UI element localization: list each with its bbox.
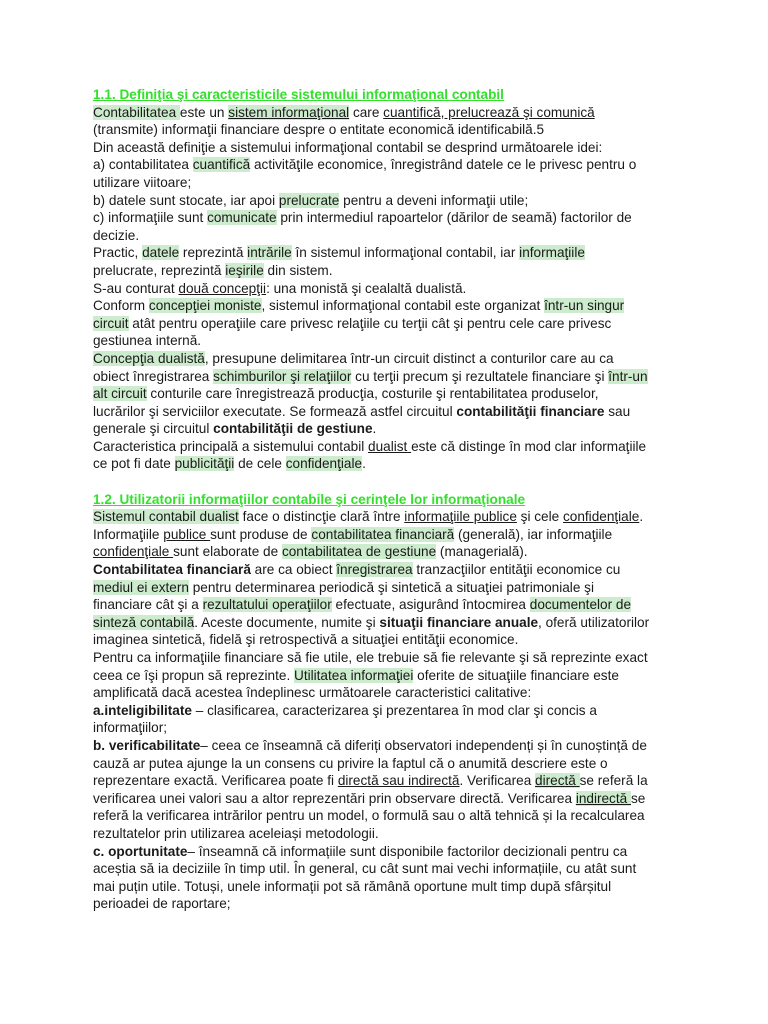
- highlighted-text: indirectă: [575, 790, 631, 806]
- text-segment: de cele: [234, 456, 286, 472]
- text-segment: – clasificarea, caracterizarea şi prezentarea în mod clar şi concis a: [191, 702, 597, 718]
- text-line: [93, 280, 683, 298]
- section-gap: [93, 473, 683, 491]
- text-line: [93, 579, 683, 597]
- bold-text: Contabilitatea financiară: [93, 562, 251, 578]
- text-line: [93, 156, 683, 174]
- highlighted-text: ieşirile: [225, 262, 264, 278]
- highlighted-text: sinteză contabilă: [93, 614, 195, 630]
- text-segment: : una monistă şi cealaltă dualistă.: [266, 280, 467, 296]
- document-page: [93, 86, 683, 913]
- section-1-body: [93, 104, 683, 473]
- text-segment: (generală), iar informaţiile: [454, 526, 613, 542]
- text-line: [93, 192, 683, 210]
- text-segment: reprezentare exactă. Verificarea poate fi: [93, 773, 338, 789]
- text-segment: imaginea sintetică, fidelă şi retrospectivă a situaţiei entităţii economice.: [93, 632, 519, 648]
- text-line: [93, 262, 683, 280]
- text-segment: activităţile economice, înregistrând datele ce le privesc pentru o: [250, 157, 637, 173]
- highlighted-text: rezultatului operaţiilor: [202, 597, 332, 613]
- section-2-heading: 1.2. Utilizatorii informaţiilor contabile şi cerinţele lor informaţionale: [93, 491, 526, 507]
- text-line: [93, 297, 683, 315]
- text-segment: rezultatelor prin utilizarea aceleiași metodologii.: [93, 825, 379, 841]
- text-segment: este un: [179, 104, 229, 120]
- text-segment: ceea ce îşi propun să reprezinte.: [93, 667, 294, 683]
- text-segment: sau: [604, 403, 631, 419]
- text-segment: utilizare viitoare;: [93, 174, 192, 190]
- highlighted-text: Concepţia dualistă: [93, 350, 205, 366]
- text-segment: cu terţii precum şi rezultatele financiare şi: [351, 368, 609, 384]
- text-segment: şi cele: [516, 509, 563, 525]
- text-segment: S-au conturat: [93, 280, 179, 296]
- text-segment: .: [362, 456, 366, 472]
- text-line: [93, 104, 683, 122]
- text-line: [93, 684, 683, 702]
- underlined-text: informaţiile publice: [404, 509, 517, 525]
- text-segment: ce pot fi date: [93, 456, 175, 472]
- bold-text: c. oportunitate: [93, 843, 188, 859]
- text-segment: financiare cât şi a: [93, 597, 203, 613]
- text-segment: b) datele sunt stocate, iar apoi: [93, 192, 279, 208]
- text-segment: Conform: [93, 298, 149, 314]
- text-line: [93, 755, 683, 773]
- highlighted-text: confidenţiale: [285, 456, 363, 472]
- text-segment: prin intermediul rapoartelor (dărilor de seamă) factorilor de: [276, 210, 632, 226]
- text-line: [93, 227, 683, 245]
- text-line: [93, 737, 683, 755]
- text-segment: Caracteristica principală a sistemului contabil: [93, 438, 369, 454]
- text-segment: din sistem.: [263, 262, 333, 278]
- text-segment: efectuate, asigurând întocmirea: [331, 597, 530, 613]
- text-line: [93, 543, 683, 561]
- text-line: [93, 561, 683, 579]
- text-segment: face o distincţie clară între: [238, 509, 405, 525]
- text-segment: a) contabilitatea: [93, 157, 193, 173]
- highlighted-text: concepţiei moniste: [148, 298, 262, 314]
- highlighted-text: Sistemul contabil dualist: [93, 509, 239, 525]
- text-segment: pentru determinarea periodică şi sintetică a situaţiei patrimoniale şi: [188, 579, 594, 595]
- text-line: [93, 649, 683, 667]
- text-segment: informaţiilor;: [93, 720, 168, 736]
- underlined-text: dualist: [368, 438, 412, 454]
- text-line: [93, 631, 683, 649]
- text-segment: perioadei de raportare;: [93, 896, 231, 912]
- highlighted-text: directă: [535, 773, 580, 789]
- text-line: [93, 350, 683, 368]
- highlighted-text: comunicate: [207, 210, 277, 226]
- text-segment: amplificată dacă acestea îndeplinesc următoarele caracteristici calitative:: [93, 685, 532, 701]
- text-line: [93, 139, 683, 157]
- text-segment: Informaţiile: [93, 526, 164, 542]
- text-line: [93, 807, 683, 825]
- text-segment: – înseamnă că informațiile sunt disponibile factorilor decizionali pentru ca: [187, 843, 628, 859]
- text-line: [93, 403, 683, 421]
- highlighted-text: prelucrate: [278, 192, 340, 208]
- text-segment: sunt produse de: [210, 526, 312, 542]
- text-line: [93, 667, 683, 685]
- text-segment: aceștia să ia deciziile în timp util. În general, cu cât sunt mai vechi informațiile, cu atât sunt: [93, 861, 637, 877]
- highlighted-text: sistem informaţional: [228, 104, 350, 120]
- text-line: [93, 596, 683, 614]
- text-line: [93, 209, 683, 227]
- text-segment: prelucrate, reprezintă: [93, 262, 226, 278]
- highlighted-text: intrările: [247, 245, 292, 261]
- highlighted-text: schimburilor şi relaţiilor: [213, 368, 352, 384]
- highlighted-text: înregistrarea: [336, 562, 413, 578]
- text-segment: .: [372, 421, 377, 437]
- text-segment: obiect înregistrarea: [93, 368, 214, 384]
- text-line: [93, 315, 683, 333]
- text-line: [93, 368, 683, 386]
- highlighted-text: alt circuit: [93, 386, 147, 402]
- text-segment: (managerială).: [436, 544, 528, 560]
- text-line: [93, 860, 683, 878]
- text-line: [93, 843, 683, 861]
- text-segment: c) informaţiile sunt: [93, 210, 208, 226]
- text-segment: are ca obiect: [250, 562, 337, 578]
- text-segment: este că distinge în mod clar informaţiile: [411, 438, 647, 454]
- text-segment: (transmite) informaţii financiare despre o entitate economică identificabilă.5: [93, 122, 545, 138]
- underlined-text: directă sau indirectă: [337, 773, 460, 789]
- text-line: [93, 121, 683, 139]
- highlighted-text: datele: [142, 245, 180, 261]
- text-line: [93, 614, 683, 632]
- text-segment: oferite de situaţiile financiare este: [413, 667, 619, 683]
- highlighted-text: circuit: [93, 315, 129, 331]
- text-segment: .: [639, 509, 644, 525]
- text-segment: Din această definiţie a sistemului informaţional contabil se desprind următoarele idei:: [93, 139, 603, 155]
- text-segment: gestiunea internă.: [93, 333, 202, 349]
- text-line: [93, 420, 683, 438]
- bold-text: contabilităţii financiare: [456, 403, 605, 419]
- underlined-text: confidenţiale: [93, 544, 174, 560]
- text-line: [93, 332, 683, 350]
- text-segment: lucrărilor şi serviciilor executate. Se formează astfel circuitul: [93, 403, 457, 419]
- text-segment: verificarea unei valori sau a altor reprezentări prin observare directă. Verificarea: [93, 790, 576, 806]
- text-segment: , sistemul informaţional contabil este organizat: [261, 298, 545, 314]
- highlighted-text: contabilitatea financiară: [311, 526, 455, 542]
- highlighted-text: informaţiile: [519, 245, 585, 261]
- text-line: [93, 719, 683, 737]
- highlighted-text: contabilitatea de gestiune: [281, 544, 437, 560]
- section-1-heading: 1.1. Definiţia şi caracteristicile sistemului informaţional contabil: [93, 87, 504, 102]
- text-segment: – ceea ce înseamnă că diferiți observatori independenți și în cunoștință de: [200, 737, 647, 753]
- text-line: [93, 825, 683, 843]
- highlighted-text: într-un: [608, 368, 648, 384]
- underlined-text: publice: [163, 526, 211, 542]
- text-line: [93, 895, 683, 913]
- text-segment: se referă la: [579, 773, 648, 789]
- text-line: [93, 385, 683, 403]
- text-segment: . Aceste documente, numite şi: [194, 614, 380, 630]
- highlighted-text: într-un singur: [544, 298, 625, 314]
- text-segment: pentru a deveni informaţii utile;: [339, 192, 529, 208]
- bold-text: b. verificabilitate: [93, 737, 201, 753]
- underlined-text: două concepţii: [178, 280, 267, 296]
- text-segment: tranzacţiilor entităţii economice cu: [412, 562, 621, 578]
- bold-text: situaţii financiare anuale: [379, 614, 539, 630]
- text-line: [93, 772, 683, 790]
- text-line: [93, 526, 683, 544]
- highlighted-text: Utilitatea informaţiei: [294, 667, 414, 683]
- text-line: [93, 878, 683, 896]
- text-segment: generale şi circuitul: [93, 421, 214, 437]
- bold-text: contabilităţii de gestiune: [213, 421, 373, 437]
- text-segment: în sistemul informaţional contabil, iar: [291, 245, 520, 261]
- text-segment: , oferă utilizatorilor: [538, 614, 650, 630]
- text-segment: reprezintă: [179, 245, 248, 261]
- text-segment: cauză ar putea ajunge la un consens cu privire la faptul că o anumită descriere este o: [93, 755, 608, 771]
- text-segment: mai puțin utile. Totuși, unele informații pot să rămână oportune mult timp după sfârșitul: [93, 878, 612, 894]
- underlined-text: cuantifică, prelucrează şi comunică: [383, 104, 595, 120]
- text-segment: atât pentru operaţiile care privesc relaţiile cu terţii cât şi pentru cele care privesc: [128, 315, 612, 331]
- highlighted-text: documentelor de: [529, 597, 632, 613]
- section-2-body: [93, 508, 683, 913]
- text-segment: conturile care înregistrează producţia, costurile şi rentabilitatea produselor,: [146, 386, 599, 402]
- text-line: [93, 438, 683, 456]
- text-line: [93, 702, 683, 720]
- text-line: [93, 455, 683, 473]
- highlighted-text: publicităţii: [174, 456, 235, 472]
- text-segment: referă la verificarea intrărilor pentru un model, o formulă sau o altă tehnică și la recalcularea: [93, 808, 645, 824]
- highlighted-text: cuantifică: [192, 157, 251, 173]
- text-line: [93, 174, 683, 192]
- text-segment: care: [349, 104, 384, 120]
- text-segment: . Verificarea: [459, 773, 536, 789]
- bold-text: a.inteligibilitate: [93, 702, 192, 718]
- highlighted-text: mediul ei extern: [93, 579, 189, 595]
- underlined-text: confidenţiale: [562, 509, 640, 525]
- text-segment: decizie.: [93, 227, 140, 243]
- text-line: [93, 790, 683, 808]
- text-line: [93, 244, 683, 262]
- text-line: [93, 508, 683, 526]
- text-segment: Practic,: [93, 245, 143, 261]
- text-segment: , presupune delimitarea într-un circuit distinct a conturilor care au ca: [204, 350, 614, 366]
- highlighted-text: Contabilitatea: [93, 104, 180, 120]
- text-segment: sunt elaborate de: [173, 544, 282, 560]
- text-segment: Pentru ca informaţiile financiare să fie utile, ele trebuie să fie relevante şi să reprezinte exact: [93, 650, 648, 665]
- text-segment: se: [630, 790, 646, 806]
